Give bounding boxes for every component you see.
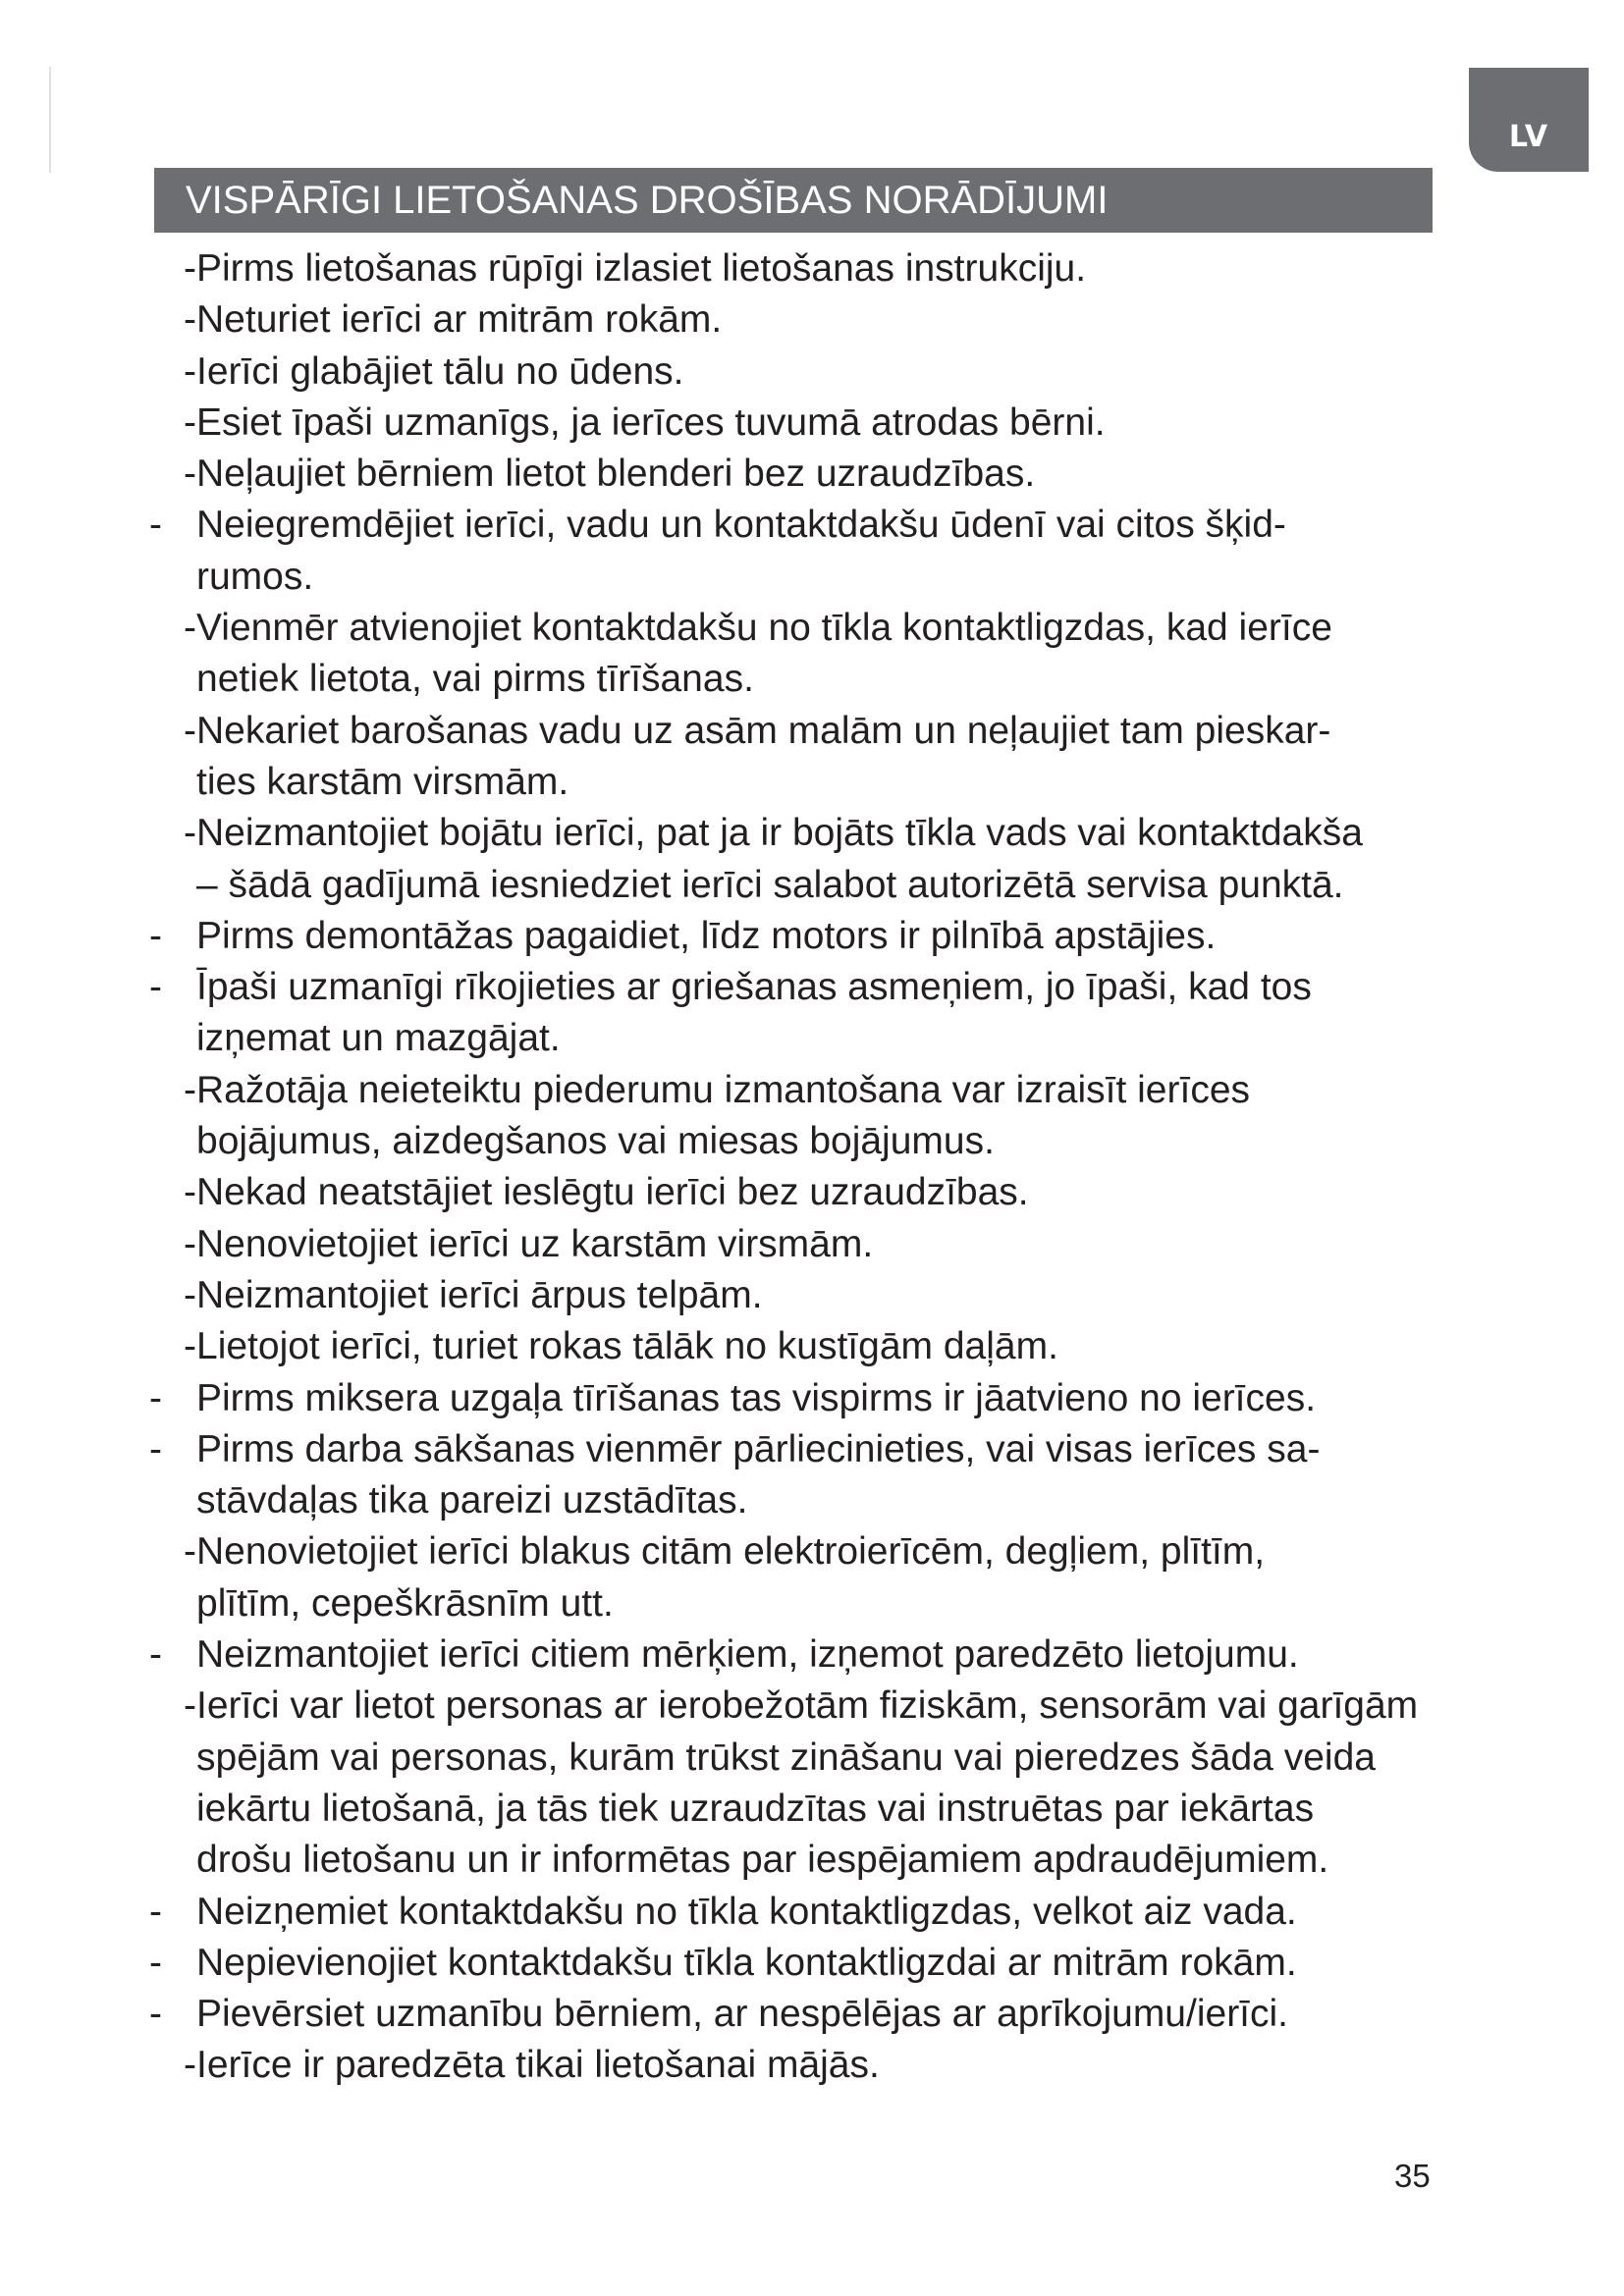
safety-rules-list [0, 243, 1624, 2092]
rule-text-line: netiek lietota, vai pirms tīrīšanas. [196, 658, 754, 701]
safety-rule [0, 808, 1624, 911]
rule-text-line: spējām vai personas, kurām trūkst zināšanu vai pieredzes šāda veida [196, 1735, 1376, 1779]
safety-rule [0, 243, 1624, 294]
rule-text-line: bojājumus, aizdegšanos vai miesas bojājumus. [196, 1120, 995, 1163]
rule-bullet: - [149, 966, 162, 1009]
rule-text-line: Neļaujiet bērniem lietot blenderi bez uzraudzības. [196, 453, 1036, 496]
safety-rule [0, 1373, 1624, 1424]
rule-bullet: - [184, 709, 196, 752]
rule-text-line: Īpaši uzmanīgi rīkojieties ar griešanas asmeņiem, jo īpaši, kad tos [196, 966, 1312, 1009]
safety-rule [0, 603, 1624, 706]
safety-rule [0, 1526, 1624, 1629]
safety-rule [0, 1629, 1624, 1681]
rule-text-line: Nekad neatstājiet ieslēgtu ierīci bez uzraudzības. [196, 1171, 1029, 1214]
safety-rule [0, 1681, 1624, 1886]
rule-text-line: Pirms demontāžas pagaidiet, līdz motors ir pilnībā apstājies. [196, 914, 1217, 957]
safety-rule [0, 1938, 1624, 1989]
rule-bullet: - [184, 1530, 196, 1574]
rule-bullet: - [149, 1376, 162, 1419]
rule-bullet: - [184, 1171, 196, 1214]
rule-bullet: - [184, 607, 196, 650]
rule-text-line: Ierīce ir paredzēta tikai lietošanai mājās. [196, 2044, 880, 2087]
rule-text-line: Pirms miksera uzgaļa tīrīšanas tas vispirms ir jāatvieno no ierīces. [196, 1376, 1317, 1419]
rule-text-line: iekārtu lietošanā, ja tās tiek uzraudzītas vai instruētas par iekārtas [196, 1787, 1315, 1830]
rule-text-line: Neizmantojiet bojātu ierīci, pat ja ir bojāts tīkla vads vai kontaktdakša [196, 812, 1363, 855]
rule-text-line: Nenovietojiet ierīci blakus citām elektroierīcēm, degļiem, plītīm, [196, 1530, 1266, 1574]
safety-rule [0, 1989, 1624, 2040]
safety-rule [0, 1270, 1624, 1321]
safety-rule [0, 1887, 1624, 1938]
rule-bullet: - [184, 1684, 196, 1728]
rule-bullet: - [184, 1273, 196, 1316]
section-title: VISPĀRĪGI LIETOŠANAS DROŠĪBAS NORĀDĪJUMI [186, 179, 1109, 222]
safety-rule [0, 962, 1624, 1065]
rule-bullet: - [149, 1633, 162, 1677]
rule-bullet: - [184, 1222, 196, 1265]
rule-text-line: Ierīci glabājiet tālu no ūdens. [196, 349, 684, 393]
rule-text-line: Ražotāja neieteiktu piederumu izmantošana var izraisīt ierīces [196, 1068, 1251, 1111]
rule-text-line: Esiet īpaši uzmanīgs, ja ierīces tuvumā atrodas bērni. [196, 400, 1106, 444]
safety-rule [0, 1219, 1624, 1270]
rule-text-line: Neturiet ierīci ar mitrām rokām. [196, 298, 723, 342]
safety-rule [0, 347, 1624, 398]
rule-text-line: ties karstām virsmām. [196, 760, 569, 803]
safety-rule [0, 1167, 1624, 1218]
safety-rule [0, 398, 1624, 449]
safety-rule [0, 294, 1624, 346]
safety-rule [0, 2040, 1624, 2091]
rule-text-line: Pirms lietošanas rūpīgi izlasiet lietošanas instrukciju. [196, 247, 1087, 290]
rule-text-line: Neizmantojiet ierīci citiem mērķiem, izņemot paredzēto lietojumu. [196, 1633, 1299, 1677]
rule-text-line: Pirms darba sākšanas vienmēr pārliecinieties, vai visas ierīces sa- [196, 1427, 1321, 1470]
rule-bullet: - [149, 914, 162, 957]
rule-text-line: izņemat un mazgājat. [196, 1017, 561, 1060]
rule-bullet: - [184, 298, 196, 342]
rule-text-line: rumos. [196, 555, 314, 598]
safety-rule [0, 449, 1624, 500]
safety-rule [0, 500, 1624, 603]
rule-bullet: - [184, 812, 196, 855]
rule-bullet: - [184, 453, 196, 496]
rule-bullet: - [149, 1941, 162, 1984]
language-tab-label: LV [1508, 120, 1549, 154]
rule-text-line: Nenovietojiet ierīci uz karstām virsmām. [196, 1222, 874, 1265]
rule-bullet: - [184, 1325, 196, 1368]
binding-margin-line [49, 67, 51, 173]
safety-rule [0, 1424, 1624, 1527]
page-number: 35 [1394, 2158, 1431, 2194]
rule-bullet: - [184, 349, 196, 393]
rule-text-line: Neizņemiet kontaktdakšu no tīkla kontaktligzdas, velkot aiz vada. [196, 1890, 1297, 1933]
safety-rule [0, 1321, 1624, 1372]
rule-bullet: - [149, 1427, 162, 1470]
rule-text-line: stāvdaļas tika pareizi uzstādītas. [196, 1479, 748, 1522]
rule-bullet: - [149, 1890, 162, 1933]
rule-bullet: - [149, 1993, 162, 2036]
rule-bullet: - [184, 2044, 196, 2087]
rule-text-line: drošu lietošanu un ir informētas par iespējamiem apdraudējumiem. [196, 1839, 1329, 1882]
safety-rule [0, 911, 1624, 962]
rule-text-line: Ierīci var lietot personas ar ierobežotām fiziskām, sensorām vai garīgām [196, 1684, 1419, 1728]
rule-bullet: - [184, 1068, 196, 1111]
rule-bullet: - [149, 504, 162, 547]
rule-text-line: Neizmantojiet ierīci ārpus telpām. [196, 1273, 763, 1316]
language-tab [1469, 68, 1589, 172]
rule-bullet: - [184, 400, 196, 444]
section-header [154, 168, 1433, 233]
rule-text-line: Pievērsiet uzmanību bērniem, ar nespēlējas ar aprīkojumu/ierīci. [196, 1993, 1289, 2036]
safety-rule [0, 706, 1624, 809]
rule-text-line: Nekariet barošanas vadu uz asām malām un neļaujiet tam pieskar- [196, 709, 1331, 752]
rule-text-line: Vienmēr atvienojiet kontaktdakšu no tīkla kontaktligzdas, kad ierīce [196, 607, 1332, 650]
rule-bullet: - [184, 247, 196, 290]
rule-text-line: Lietojot ierīci, turiet rokas tālāk no kustīgām daļām. [196, 1325, 1058, 1368]
safety-rule [0, 1065, 1624, 1168]
rule-text-line: Neiegremdējiet ierīci, vadu un kontaktdakšu ūdenī vai citos šķid- [196, 504, 1286, 547]
rule-text-line: – šādā gadījumā iesniedziet ierīci salabot autorizētā servisa punktā. [196, 863, 1344, 906]
rule-text-line: plītīm, cepeškrāsnīm utt. [196, 1581, 614, 1625]
rule-text-line: Nepievienojiet kontaktdakšu tīkla kontaktligzdai ar mitrām rokām. [196, 1941, 1297, 1984]
